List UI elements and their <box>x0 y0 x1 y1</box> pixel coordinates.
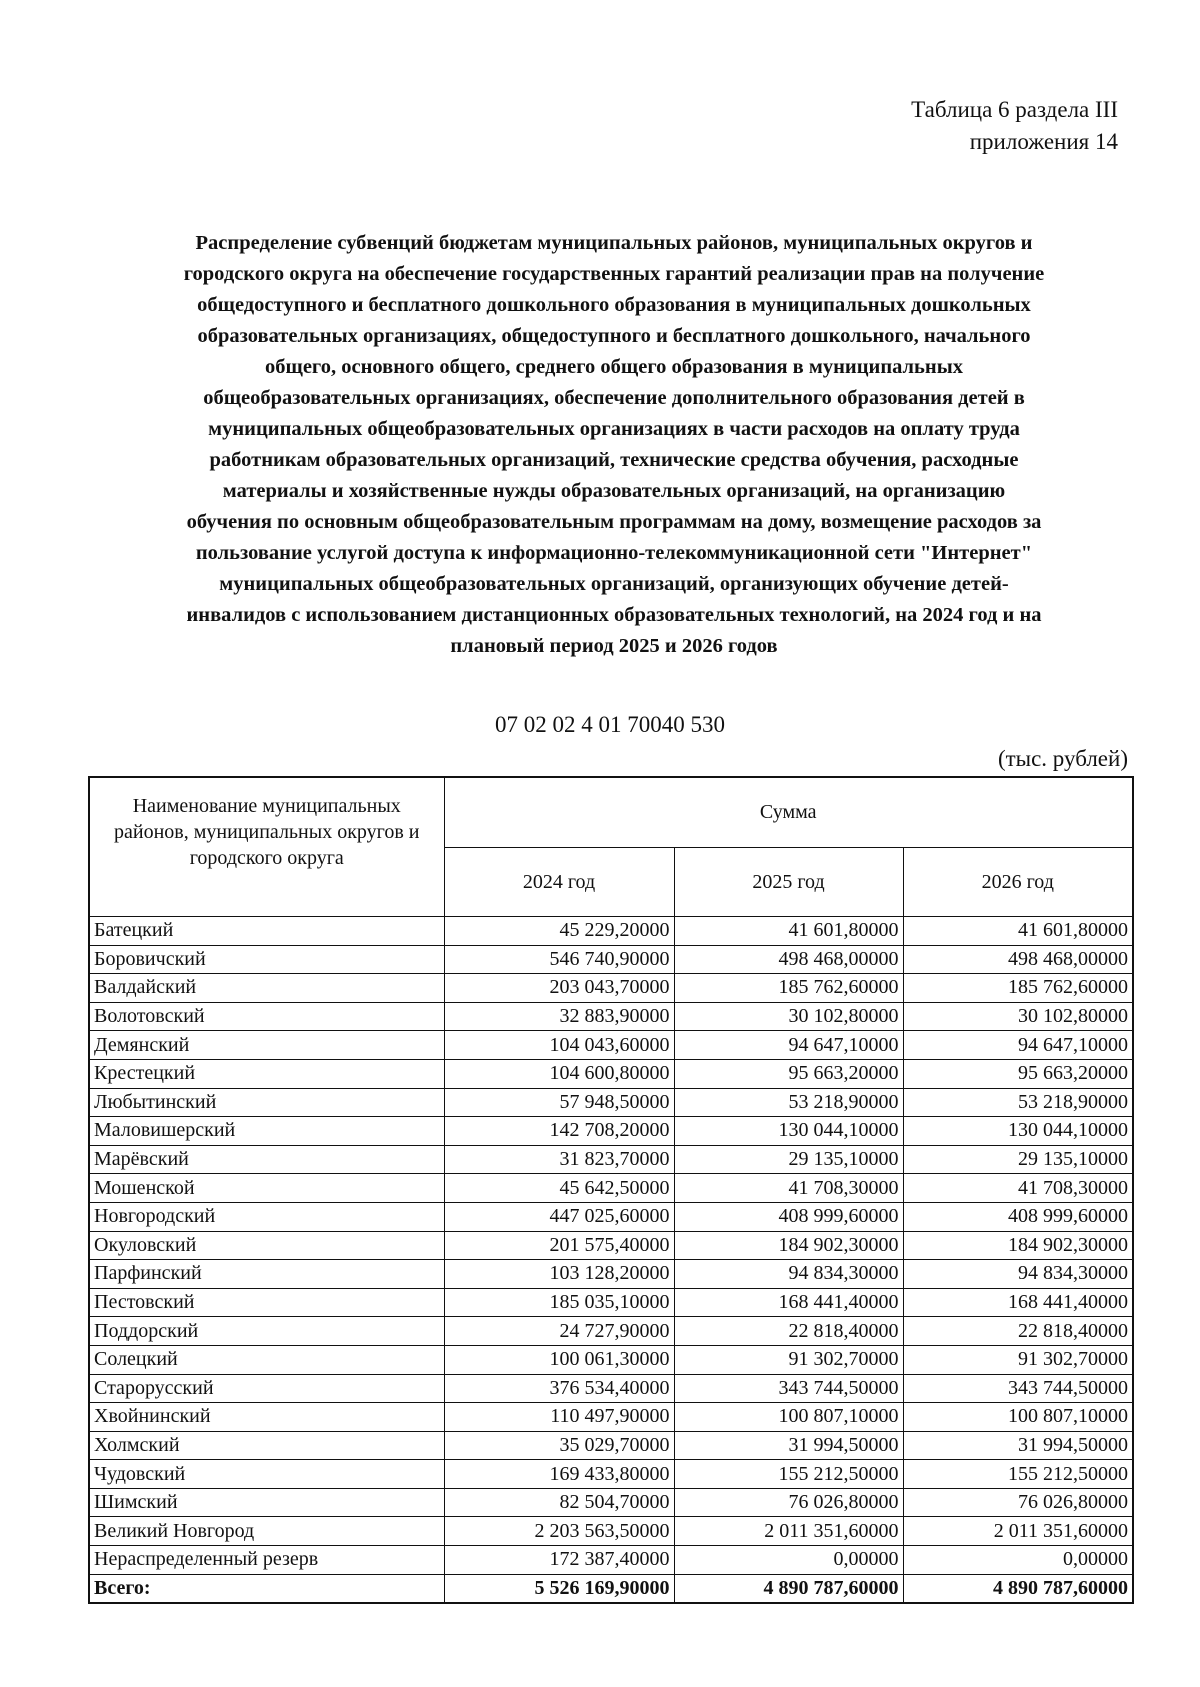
amount-2024-cell: 203 043,70000 <box>444 974 674 1003</box>
title-line: материалы и хозяйственные нужды образовательных организаций, на организацию <box>222 480 1006 502</box>
title-line: плановый период 2025 и 2026 годов <box>450 635 778 657</box>
title-line: муниципальных общеобразовательных организациях в части расходов на оплату труда <box>208 418 1020 440</box>
table-row <box>89 1031 1133 1060</box>
amount-2025-cell: 100 807,10000 <box>674 1403 903 1432</box>
table-row <box>89 1403 1133 1432</box>
municipality-name-cell: Нераспределенный резерв <box>89 1546 444 1575</box>
amount-2024-cell: 5 526 169,90000 <box>444 1574 674 1603</box>
municipality-name-cell: Волотовский <box>89 1002 444 1031</box>
table-body <box>89 917 1133 1604</box>
municipality-name-cell: Окуловский <box>89 1231 444 1260</box>
amount-2026-cell: 155 212,50000 <box>903 1460 1133 1489</box>
column-header-2024: 2024 год <box>444 848 674 917</box>
municipality-name-cell: Чудовский <box>89 1460 444 1489</box>
amount-2024-cell: 57 948,50000 <box>444 1088 674 1117</box>
municipality-name-cell: Парфинский <box>89 1260 444 1289</box>
amount-2026-cell: 2 011 351,60000 <box>903 1517 1133 1546</box>
amount-2026-cell: 95 663,20000 <box>903 1059 1133 1088</box>
amount-2025-cell: 2 011 351,60000 <box>674 1517 903 1546</box>
amount-2025-cell: 53 218,90000 <box>674 1088 903 1117</box>
table-row <box>89 945 1133 974</box>
title-line: образовательных организациях, общедоступного и бесплатного дошкольного, начального <box>197 325 1031 347</box>
column-header-name: Наименование муниципальных районов, муниципальных округов и городского округа <box>89 777 444 917</box>
amount-2026-cell: 343 744,50000 <box>903 1374 1133 1403</box>
table-row <box>89 1059 1133 1088</box>
amount-2025-cell: 91 302,70000 <box>674 1345 903 1374</box>
subvention-table <box>88 776 1134 1604</box>
amount-2026-cell: 22 818,40000 <box>903 1317 1133 1346</box>
column-header-2026: 2026 год <box>903 848 1133 917</box>
amount-2026-cell: 31 994,50000 <box>903 1431 1133 1460</box>
amount-2024-cell: 201 575,40000 <box>444 1231 674 1260</box>
amount-2024-cell: 447 025,60000 <box>444 1202 674 1231</box>
table-row <box>89 1145 1133 1174</box>
municipality-name-cell: Новгородский <box>89 1202 444 1231</box>
table-row <box>89 1174 1133 1203</box>
amount-2024-cell: 546 740,90000 <box>444 945 674 974</box>
amount-2026-cell: 0,00000 <box>903 1546 1133 1575</box>
document-title <box>92 228 1136 662</box>
table-row <box>89 1317 1133 1346</box>
table-row <box>89 1288 1133 1317</box>
amount-2024-cell: 185 035,10000 <box>444 1288 674 1317</box>
title-line: пользование услугой доступа к информационно-телекоммуникационной сети "Интернет" <box>195 542 1033 564</box>
amount-2025-cell: 408 999,60000 <box>674 1202 903 1231</box>
table-row <box>89 1202 1133 1231</box>
table-row <box>89 1488 1133 1517</box>
amount-2025-cell: 185 762,60000 <box>674 974 903 1003</box>
title-line: инвалидов с использованием дистанционных образовательных технологий, на 2024 год и на <box>186 604 1042 626</box>
amount-2025-cell: 30 102,80000 <box>674 1002 903 1031</box>
table-row <box>89 917 1133 946</box>
amount-2024-cell: 103 128,20000 <box>444 1260 674 1289</box>
municipality-name-cell: Любытинский <box>89 1088 444 1117</box>
municipality-name-cell: Валдайский <box>89 974 444 1003</box>
amount-2025-cell: 184 902,30000 <box>674 1231 903 1260</box>
amount-2024-cell: 31 823,70000 <box>444 1145 674 1174</box>
amount-2025-cell: 94 834,30000 <box>674 1260 903 1289</box>
municipality-name-cell: Холмский <box>89 1431 444 1460</box>
total-row <box>89 1574 1133 1603</box>
amount-2026-cell: 408 999,60000 <box>903 1202 1133 1231</box>
amount-2024-cell: 32 883,90000 <box>444 1002 674 1031</box>
amount-2025-cell: 95 663,20000 <box>674 1059 903 1088</box>
municipality-name-cell: Батецкий <box>89 917 444 946</box>
municipality-name-cell: Марёвский <box>89 1145 444 1174</box>
title-line: общедоступного и бесплатного дошкольного образования в муниципальных дошкольных <box>197 294 1031 316</box>
table-row <box>89 1431 1133 1460</box>
amount-2026-cell: 53 218,90000 <box>903 1088 1133 1117</box>
municipality-name-cell: Великий Новгород <box>89 1517 444 1546</box>
municipality-name-cell: Хвойнинский <box>89 1403 444 1432</box>
amount-2024-cell: 100 061,30000 <box>444 1345 674 1374</box>
table-row <box>89 1517 1133 1546</box>
title-line: городского округа на обеспечение государственных гарантий реализации прав на получение <box>183 263 1045 285</box>
municipality-name-cell: Пестовский <box>89 1288 444 1317</box>
amount-2026-cell: 30 102,80000 <box>903 1002 1133 1031</box>
title-line: общего, основного общего, среднего общего образования в муниципальных <box>265 356 963 378</box>
amount-2026-cell: 76 026,80000 <box>903 1488 1133 1517</box>
amount-2026-cell: 94 647,10000 <box>903 1031 1133 1060</box>
amount-2025-cell: 498 468,00000 <box>674 945 903 974</box>
amount-2026-cell: 168 441,40000 <box>903 1288 1133 1317</box>
amount-2024-cell: 110 497,90000 <box>444 1403 674 1432</box>
table-reference-line-1: Таблица 6 раздела III <box>911 97 1118 122</box>
amount-2026-cell: 184 902,30000 <box>903 1231 1133 1260</box>
amount-2025-cell: 0,00000 <box>674 1546 903 1575</box>
amount-2026-cell: 4 890 787,60000 <box>903 1574 1133 1603</box>
amount-2025-cell: 29 135,10000 <box>674 1145 903 1174</box>
amount-2025-cell: 343 744,50000 <box>674 1374 903 1403</box>
table-reference-line-2: приложения 14 <box>969 129 1118 154</box>
amount-2026-cell: 130 044,10000 <box>903 1117 1133 1146</box>
municipality-name-cell: Шимский <box>89 1488 444 1517</box>
table-row <box>89 1088 1133 1117</box>
amount-2024-cell: 104 043,60000 <box>444 1031 674 1060</box>
column-header-sum: Сумма <box>444 777 1133 848</box>
amount-2025-cell: 76 026,80000 <box>674 1488 903 1517</box>
budget-classification-code: 07 02 02 4 01 70040 530 <box>495 712 725 737</box>
municipality-name-cell: Крестецкий <box>89 1059 444 1088</box>
amount-2024-cell: 24 727,90000 <box>444 1317 674 1346</box>
municipality-name-cell: Мошенской <box>89 1174 444 1203</box>
title-line: Распределение субвенций бюджетам муниципальных районов, муниципальных округов и <box>195 232 1033 254</box>
amount-2024-cell: 104 600,80000 <box>444 1059 674 1088</box>
municipality-name-cell: Старорусский <box>89 1374 444 1403</box>
title-line: работникам образовательных организаций, технические средства обучения, расходные <box>209 449 1019 471</box>
amount-2025-cell: 31 994,50000 <box>674 1431 903 1460</box>
amount-2026-cell: 41 601,80000 <box>903 917 1133 946</box>
title-line: общеобразовательных организациях, обеспечение дополнительного образования детей в <box>203 387 1025 409</box>
amount-2025-cell: 130 044,10000 <box>674 1117 903 1146</box>
municipality-name-cell: Поддорский <box>89 1317 444 1346</box>
amount-2026-cell: 94 834,30000 <box>903 1260 1133 1289</box>
municipality-name-cell: Всего: <box>89 1574 444 1603</box>
amount-2025-cell: 41 601,80000 <box>674 917 903 946</box>
amount-2025-cell: 155 212,50000 <box>674 1460 903 1489</box>
table-row <box>89 1117 1133 1146</box>
table-row <box>89 1546 1133 1575</box>
amount-2026-cell: 100 807,10000 <box>903 1403 1133 1432</box>
amount-2024-cell: 169 433,80000 <box>444 1460 674 1489</box>
amount-2024-cell: 45 229,20000 <box>444 917 674 946</box>
amount-2025-cell: 94 647,10000 <box>674 1031 903 1060</box>
table-row <box>89 1374 1133 1403</box>
amount-2024-cell: 142 708,20000 <box>444 1117 674 1146</box>
municipality-name-cell: Боровичский <box>89 945 444 974</box>
amount-2026-cell: 498 468,00000 <box>903 945 1133 974</box>
table-row <box>89 1345 1133 1374</box>
amount-2024-cell: 376 534,40000 <box>444 1374 674 1403</box>
table-row <box>89 1460 1133 1489</box>
amount-2026-cell: 29 135,10000 <box>903 1145 1133 1174</box>
amount-2025-cell: 4 890 787,60000 <box>674 1574 903 1603</box>
amount-2024-cell: 35 029,70000 <box>444 1431 674 1460</box>
amount-2026-cell: 41 708,30000 <box>903 1174 1133 1203</box>
amount-2024-cell: 172 387,40000 <box>444 1546 674 1575</box>
title-line: обучения по основным общеобразовательным программам на дому, возмещение расходов за <box>186 511 1042 533</box>
title-line: муниципальных общеобразовательных организаций, организующих обучение детей- <box>219 573 1009 595</box>
amount-2025-cell: 41 708,30000 <box>674 1174 903 1203</box>
amount-2024-cell: 45 642,50000 <box>444 1174 674 1203</box>
municipality-name-cell: Демянский <box>89 1031 444 1060</box>
amount-2024-cell: 2 203 563,50000 <box>444 1517 674 1546</box>
amount-2025-cell: 22 818,40000 <box>674 1317 903 1346</box>
table-row <box>89 1002 1133 1031</box>
amount-2024-cell: 82 504,70000 <box>444 1488 674 1517</box>
table-row <box>89 1260 1133 1289</box>
amount-2025-cell: 168 441,40000 <box>674 1288 903 1317</box>
municipality-name-cell: Маловишерский <box>89 1117 444 1146</box>
amount-2026-cell: 91 302,70000 <box>903 1345 1133 1374</box>
table-row <box>89 1231 1133 1260</box>
units-label: (тыс. рублей) <box>997 746 1128 771</box>
municipality-name-cell: Солецкий <box>89 1345 444 1374</box>
amount-2026-cell: 185 762,60000 <box>903 974 1133 1003</box>
column-header-2025: 2025 год <box>674 848 903 917</box>
table-row <box>89 974 1133 1003</box>
table-reference <box>911 94 1118 158</box>
